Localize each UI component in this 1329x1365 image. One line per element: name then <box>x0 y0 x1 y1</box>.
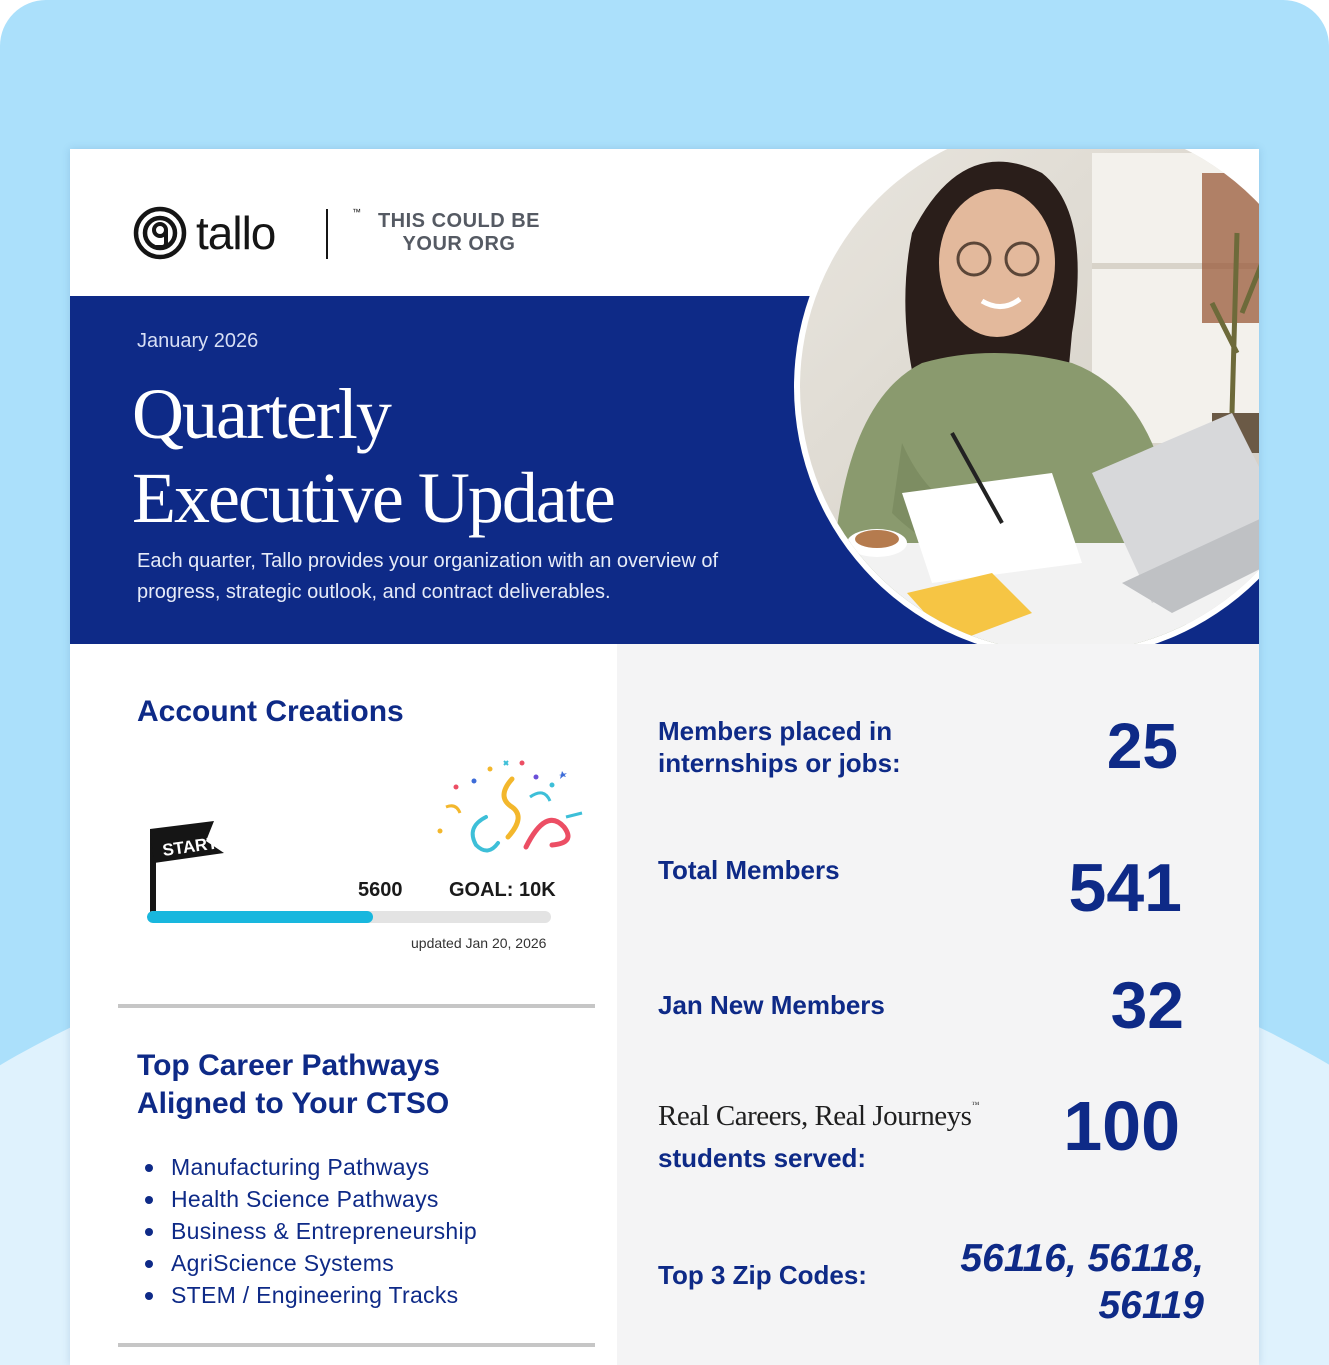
pathways-heading-line-1: Top Career Pathways <box>137 1049 440 1082</box>
title-line-1: Quarterly <box>132 374 390 454</box>
report-date: January 2026 <box>137 330 259 352</box>
report-document <box>70 149 1259 1365</box>
list-item <box>143 1215 477 1247</box>
account-creations-heading: Account Creations <box>137 695 404 728</box>
start-flag-icon <box>144 819 234 919</box>
bullet-icon <box>145 1292 153 1300</box>
section-divider <box>118 1343 595 1347</box>
zip-codes-line-2: 56119 <box>1098 1284 1204 1327</box>
bullet-icon <box>145 1260 153 1268</box>
list-item-text: Health Science Pathways <box>171 1186 439 1212</box>
progress-track <box>147 911 551 923</box>
list-item-text: AgriScience Systems <box>171 1250 394 1276</box>
goal-label: GOAL: 10K <box>449 879 556 901</box>
page-title <box>132 372 614 540</box>
zip-codes-value <box>910 1235 1204 1329</box>
tallo-logo <box>132 205 361 263</box>
tallo-logo-mark-icon <box>132 205 188 261</box>
intro-text: Each quarter, Tallo provides your organization with an overview of progress, strategic outlook, and contract deliverables. <box>137 550 719 603</box>
placed-value: 25 <box>1106 710 1178 782</box>
list-item-text: Manufacturing Pathways <box>171 1154 430 1180</box>
title-line-2: Executive Update <box>132 458 614 538</box>
confetti-icon <box>426 757 586 867</box>
program-trademark: ™ <box>971 1100 979 1109</box>
students-served-value: 100 <box>1063 1087 1180 1165</box>
flag-label: START <box>161 833 219 860</box>
logo-wordmark: tallo <box>196 207 276 259</box>
bullet-icon <box>145 1228 153 1236</box>
logo-trademark: ™ <box>352 207 361 217</box>
bullet-icon <box>145 1164 153 1172</box>
program-name <box>658 1100 979 1133</box>
new-members-label: Jan New Members <box>658 990 885 1020</box>
pathways-heading-line-2: Aligned to Your CTSO <box>137 1087 450 1120</box>
progress-fill <box>147 911 373 923</box>
students-served-label: students served: <box>658 1143 867 1173</box>
placed-label <box>658 715 901 779</box>
new-members-value: 32 <box>1110 968 1184 1042</box>
list-item <box>143 1279 477 1311</box>
total-members-label: Total Members <box>658 855 840 885</box>
list-item <box>143 1183 477 1215</box>
updated-date: updated Jan 20, 2026 <box>411 935 547 951</box>
list-item-text: Business & Entrepreneurship <box>171 1218 477 1244</box>
placed-label-line-2: internships or jobs: <box>658 748 901 778</box>
list-item <box>143 1247 477 1279</box>
student-photo <box>792 149 1259 661</box>
org-placeholder: THIS COULD BE YOUR ORG <box>377 210 541 255</box>
list-item-text: STEM / Engineering Tracks <box>171 1282 459 1308</box>
header-divider <box>326 209 328 259</box>
bullet-icon <box>145 1196 153 1204</box>
total-members-value: 541 <box>1068 850 1182 926</box>
section-divider <box>118 1004 595 1008</box>
placed-label-line-1: Members placed in <box>658 716 893 746</box>
list-item <box>143 1151 477 1183</box>
program-name-text: Real Careers, Real Journeys <box>658 1100 972 1132</box>
zip-codes-line-1: 56116, 56118, <box>960 1237 1204 1280</box>
pathways-list <box>143 1151 477 1311</box>
pathways-heading <box>137 1047 449 1123</box>
current-accounts-value: 5600 <box>358 879 403 901</box>
zip-codes-label: Top 3 Zip Codes: <box>658 1260 867 1290</box>
